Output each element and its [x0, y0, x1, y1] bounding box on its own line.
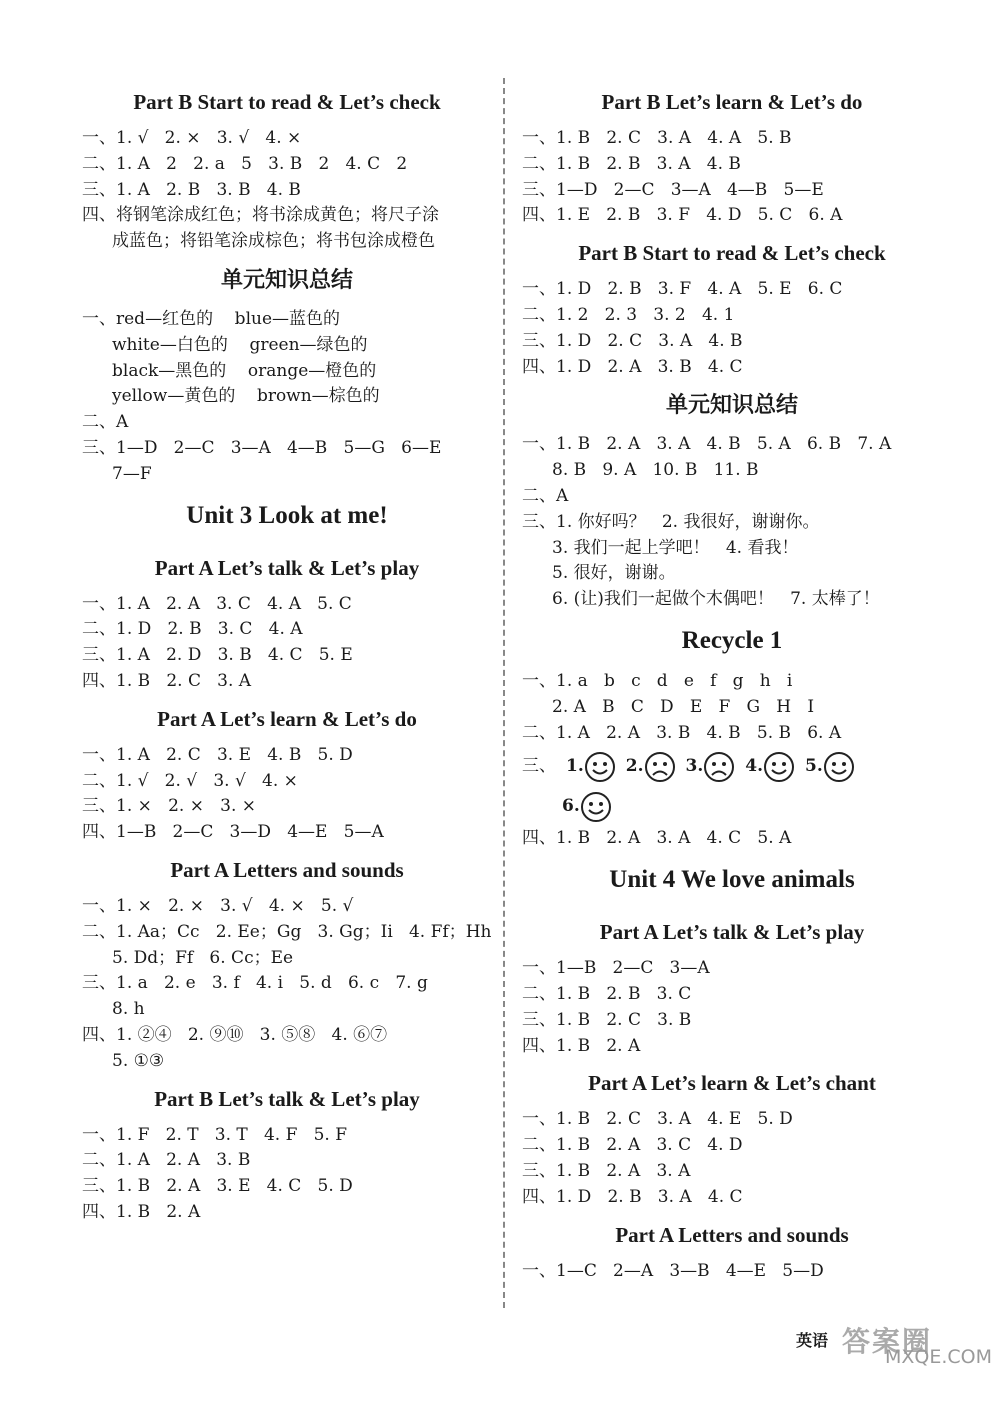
answer-line: white—白色的 green—绿色的: [112, 334, 368, 355]
left-column: [82, 78, 492, 1226]
answer-line: 一、red—红色的 blue—蓝色的: [82, 308, 341, 329]
answer-line: 7—F: [112, 463, 152, 484]
watermark-badge: 答案圈: [842, 1325, 933, 1358]
face-number: 4.: [745, 756, 763, 777]
answer-line: 三、1. D 2. C 3. A 4. B: [522, 330, 743, 351]
face-number: 1.: [566, 756, 584, 777]
answer-line: 三、1. B 2. C 3. B: [522, 1009, 692, 1030]
face-number: 6.: [562, 796, 580, 817]
answer-line: 二、1. Aa；Cc 2. Ee；Gg 3. Gg；Ii 4. Ff；Hh: [82, 921, 492, 942]
answer-line: 二、1. √ 2. √ 3. √ 4. ×: [82, 770, 298, 791]
section-heading: Part B Let’s talk & Let’s play: [154, 1086, 420, 1111]
answer-line: 二、1. A 2 2. a 5 3. B 2 4. C 2: [82, 153, 408, 174]
answer-line: 成蓝色；将铅笔涂成棕色；将书包涂成橙色: [112, 231, 435, 252]
section-heading: Part A Letters and sounds: [615, 1222, 849, 1247]
smiley-answer-line: [522, 746, 942, 786]
section-heading: Part B Start to read & Let’s check: [133, 90, 441, 114]
answer-line: 5. ①③: [112, 1050, 165, 1071]
answer-line: 二、A: [522, 485, 569, 506]
answer-line: 8. h: [112, 999, 145, 1020]
face-number: 2.: [625, 756, 644, 777]
answer-line: 四、1. E 2. B 3. F 4. D 5. C 6. A: [522, 205, 843, 226]
answer-line: 一、1. A 2. A 3. C 4. A 5. C: [82, 593, 352, 614]
answer-line: 四、1. B 2. A 3. A 4. C 5. A: [522, 828, 792, 849]
section-heading: Part A Let’s learn & Let’s chant: [588, 1071, 876, 1096]
answer-line: 二、1. B 2. A 3. C 4. D: [522, 1135, 743, 1156]
answer-line: 三、1. A 2. D 3. B 4. C 5. E: [82, 645, 353, 666]
answer-line: 3. 我们一起上学吧！ 4. 看我！: [552, 537, 799, 558]
section-heading: Part A Let’s talk & Let’s play: [154, 555, 420, 580]
watermark-text: MXQE.COM: [884, 1346, 992, 1368]
answer-line: 一、1—B 2—C 3—A: [522, 958, 710, 979]
answer-line: 二、1. B 2. B 3. C: [522, 983, 692, 1004]
section-heading: Part B Let’s learn & Let’s do: [601, 90, 863, 114]
answer-line: 三、1. B 2. A 3. A: [522, 1160, 691, 1181]
happy-face-icon: [580, 791, 612, 823]
answer-line: 四、1. B 2. A: [82, 1201, 201, 1222]
answer-line: 三、1. a 2. e 3. f 4. i 5. d 6. c 7. g: [82, 973, 428, 994]
answer-line: 二、1. B 2. B 3. A 4. B: [522, 153, 741, 174]
answer-line: 一、1. A 2. C 3. E 4. B 5. D: [82, 744, 353, 765]
answer-line: 6. (让)我们一起做个木偶吧！ 7. 太棒了！: [552, 589, 880, 610]
section-heading: Part B Start to read & Let’s check: [578, 241, 886, 266]
answer-line: 一、1. F 2. T 3. T 4. F 5. F: [82, 1124, 348, 1145]
question-label: 三、: [522, 756, 556, 777]
answer-line: 2. A B C D E F G H I: [552, 696, 815, 717]
column-divider: [503, 78, 505, 1308]
answer-line: 二、1. A 2. A 3. B 4. B 5. B 6. A: [522, 722, 842, 743]
right-column: [522, 78, 942, 1284]
answer-line: 一、1—C 2—A 3—B 4—E 5—D: [522, 1260, 824, 1281]
answer-line: 四、1. B 2. A: [522, 1035, 641, 1056]
summary-heading: 单元知识总结: [665, 393, 798, 419]
answer-line: 一、1. a b c d e f g h i: [522, 670, 793, 691]
answer-line: 一、1. × 2. × 3. √ 4. × 5. √: [82, 895, 354, 916]
answer-line: 一、1. B 2. C 3. A 4. E 5. D: [522, 1109, 793, 1130]
footer: [796, 1320, 1000, 1380]
sad-face-icon: [703, 751, 735, 783]
smiley-answer-line: [522, 786, 942, 826]
answer-line: 一、1. B 2. C 3. A 4. A 5. B: [522, 128, 792, 148]
section-heading: Part A Letters and sounds: [170, 857, 404, 882]
answer-line: 四、1. B 2. C 3. A: [82, 670, 252, 691]
happy-face-icon: [763, 751, 795, 783]
subject-label: 英语: [796, 1331, 829, 1350]
answer-line: yellow—黄色的 brown—棕色的: [112, 386, 380, 407]
answer-line: 三、1—D 2—C 3—A 4—B 5—E: [522, 179, 824, 200]
section-heading: Part A Let’s learn & Let’s do: [157, 706, 417, 731]
answer-line: 三、1—D 2—C 3—A 4—B 5—G 6—E: [82, 437, 442, 458]
answer-line: 三、1. × 2. × 3. ×: [82, 796, 257, 817]
face-number: 3.: [685, 756, 704, 777]
happy-face-icon: [584, 751, 616, 783]
answer-line: 一、1. B 2. A 3. A 4. B 5. A 6. B 7. A: [522, 434, 892, 455]
answer-line: 5. Dd；Ff 6. Cc；Ee: [112, 947, 294, 968]
answer-line: 四、1—B 2—C 3—D 4—E 5—A: [82, 822, 384, 843]
summary-heading: 单元知识总结: [220, 267, 353, 293]
unit-title: Recycle 1: [681, 626, 783, 654]
happy-face-icon: [823, 751, 855, 783]
section-heading: Part A Let’s talk & Let’s play: [599, 920, 865, 945]
answer-line: 二、1. D 2. B 3. C 4. A: [82, 619, 303, 640]
answer-line: black—黑色的 orange—橙色的: [112, 360, 377, 381]
answer-line: 二、A: [82, 412, 129, 433]
answer-line: 四、1. D 2. A 3. B 4. C: [522, 356, 743, 377]
answer-line: 二、1. A 2. A 3. B: [82, 1150, 251, 1171]
answer-line: 三、1. 你好吗？ 2. 我很好，谢谢你。: [522, 511, 820, 532]
answer-line: 四、将钢笔涂成红色；将书涂成黄色；将尺子涂: [82, 205, 439, 226]
answer-line: 三、1. A 2. B 3. B 4. B: [82, 179, 301, 200]
answer-line: 一、1. D 2. B 3. F 4. A 5. E 6. C: [522, 279, 843, 300]
sad-face-icon: [644, 751, 676, 783]
answer-line: 三、1. B 2. A 3. E 4. C 5. D: [82, 1176, 353, 1197]
face-number: 5.: [805, 756, 823, 777]
answer-line: 四、1. D 2. B 3. A 4. C: [522, 1186, 743, 1207]
answer-line: 一、1. √ 2. × 3. √ 4. ×: [82, 128, 302, 148]
answer-line: 二、1. 2 2. 3 3. 2 4. 1: [522, 304, 735, 325]
answer-line: 8. B 9. A 10. B 11. B: [552, 460, 759, 481]
unit-title: Unit 4 We love animals: [609, 866, 855, 894]
answer-line: 四、1. ②④ 2. ⑨⑩ 3. ⑤⑧ 4. ⑥⑦: [82, 1024, 388, 1045]
unit-title: Unit 3 Look at me!: [186, 501, 388, 529]
answer-line: 5. 很好，谢谢。: [552, 563, 676, 584]
